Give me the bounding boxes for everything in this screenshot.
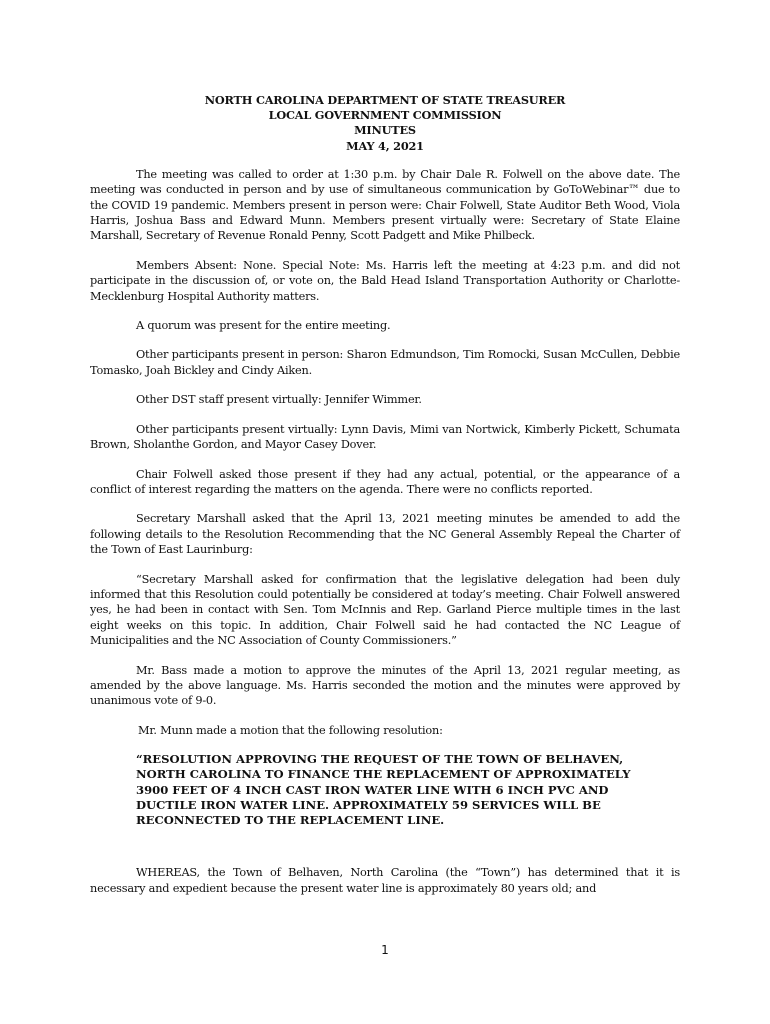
paragraph-call-to-order: The meeting was called to order at 1:30 p.m. by Chair Dale R. Folwell on the above date. The meeting was conducted in person and by use of simultaneous communication by GoToWebinar™ due to the COVID 19 pandemic. Members present in person were: Chair Folwell, State Auditor Beth Wood, Viola Harris, Joshua Bass and Edward Munn. Members present virtually were: Secretary of State Elaine Marshall, Secretary of Revenue Ronald Penny, Scott Padgett and Mike Philbeck. [90, 167, 680, 243]
resolution-title: “RESOLUTION APPROVING THE REQUEST OF THE TOWN OF BELHAVEN, NORTH CAROLINA TO FINANCE THE REPLACEMENT OF APPROXIMATELY 3900 FEET OF 4 INCH CAST IRON WATER LINE WITH 6 INCH PVC AND DUCTILE IRON WATER LINE. APPROXIMATELY 59 SERVICES WILL BE RECONNECTED TO THE REPLACEMENT LINE. [136, 752, 631, 827]
paragraph-munn-motion: Mr. Munn made a motion that the following resolution: [138, 723, 443, 737]
minutes-page [90, 93, 680, 910]
paragraph-participants-in-person: Other participants present in person: Sharon Edmundson, Tim Romocki, Susan McCullen, Debbie Tomasko, Joah Bickley and Cindy Aiken. [90, 348, 680, 377]
paragraph-approve-minutes: Mr. Bass made a motion to approve the minutes of the April 13, 2021 regular meeting, as amended by the above language. Ms. Harris seconded the motion and the minutes were approved by unanimous vote of 9-0. [90, 663, 680, 708]
header-date: MAY 4, 2021 [346, 138, 424, 153]
header-minutes: MINUTES [354, 123, 416, 138]
paragraph-minutes-amendment: Secretary Marshall asked that the April 13, 2021 meeting minutes be amended to add the following details to the Resolution Recommending that the NC General Assembly Repeal the Charter of the Town of East Laurinburg: [90, 512, 680, 557]
paragraph-whereas: WHEREAS, the Town of Belhaven, North Carolina (the “Town”) has determined that it is necessary and expedient because the present water line is approximately 80 years old; and [90, 866, 680, 895]
document-header [90, 93, 680, 154]
paragraph-members-absent: Members Absent: None. Special Note: Ms. Harris left the meeting at 4:23 p.m. and did not participate in the discussion of, or vote on, the Bald Head Island Transportation Authority or Charlotte-Mecklenburg Hospital Authority matters. [90, 258, 680, 303]
paragraph-amendment-quote: “Secretary Marshall asked for confirmation that the legislative delegation had been duly informed that this Resolution could potentially be considered at today’s meeting. Chair Folwell answered yes, he had been in contact with Sen. Tom McInnis and Rep. Garland Pierce multiple times in the last eight weeks on this topic. In addition, Chair Folwell said he had contacted the NC League of Municipalities and the NC Association of County Commissioners.” [90, 572, 680, 648]
paragraph-quorum: A quorum was present for the entire meeting. [136, 319, 391, 333]
paragraph-participants-virtual: Other participants present virtually: Lynn Davis, Mimi van Nortwick, Kimberly Pickett, Schumata Brown, Sholanthe Gordon, and Mayor Casey Dover. [90, 422, 680, 452]
header-commission: LOCAL GOVERNMENT COMMISSION [268, 108, 502, 123]
header-department: NORTH CAROLINA DEPARTMENT OF STATE TREASURER [204, 93, 566, 107]
paragraph-conflict-of-interest: Chair Folwell asked those present if they had any actual, potential, or the appearance of a conflict of interest regarding the matters on the agenda. There were no conflicts reported. [90, 467, 680, 496]
paragraph-dst-staff-virtual: Other DST staff present virtually: Jennifer Wimmer. [136, 393, 422, 407]
page-number: 1 [381, 943, 389, 957]
